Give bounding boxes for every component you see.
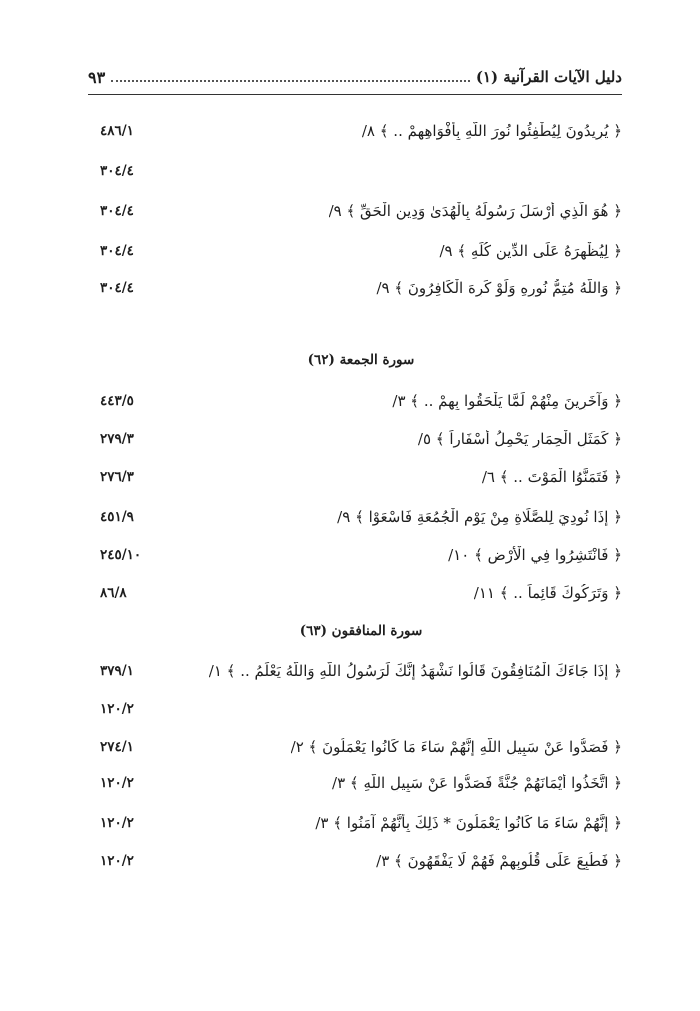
verse-text: ﴿ يُرِيدُونَ لِيُطْفِئُوا نُورَ اللَّهِ بِأَفْوَاهِهِمْ .. ﴾ ٨/ <box>361 122 622 140</box>
dotted-leader <box>111 79 470 82</box>
index-entry <box>100 462 622 492</box>
entry-reference: ٤٤٣/٥ <box>100 393 134 409</box>
index-entry <box>100 656 622 686</box>
verse-text: ﴿ لِيُظْهِرَهُ عَلَى الدِّينِ كُلِّهِ ﴾ ٩/ <box>439 242 622 260</box>
verse-text: ﴿ إِذَا نُودِيَ لِلصَّلَاةِ مِنْ يَوْمِ الْجُمُعَةِ فَاسْعَوْا ﴾ ٩/ <box>337 508 622 526</box>
index-entry <box>100 846 622 876</box>
entry-reference: ١٢٠/٢ <box>100 815 134 831</box>
index-entry <box>100 196 622 226</box>
entry-reference: ٣٠٤/٤ <box>100 243 134 259</box>
entry-reference: ١٢٠/٢ <box>100 701 134 717</box>
verse-text: ﴿ فَطُبِعَ عَلَى قُلُوبِهِمْ فَهُمْ لَا يَفْقَهُونَ ﴾ ٣/ <box>376 852 622 870</box>
verse-text: ﴿ فَصَدُّوا عَنْ سَبِيلِ اللَّهِ إِنَّهُمْ سَاءَ مَا كَانُوا يَعْمَلُونَ ﴾ ٢/ <box>290 738 622 756</box>
entry-reference: ١٢٠/٢ <box>100 853 134 869</box>
page-header <box>88 62 622 92</box>
verse-text: ﴿ هُوَ الَّذِي أَرْسَلَ رَسُولَهُ بِالْهُدَىٰ وَدِينِ الْحَقِّ ﴾ ٩/ <box>328 202 622 220</box>
entry-reference: ٢٤٥/١٠ <box>100 547 142 563</box>
entry-reference: ٣٧٩/١ <box>100 663 134 679</box>
index-entry <box>100 424 622 454</box>
index-entry <box>100 386 622 416</box>
entry-reference: ٤٨٦/١ <box>100 123 134 139</box>
index-entry <box>100 236 622 266</box>
page-title: دليل الآيات القرآنية (١) <box>475 68 622 86</box>
header-divider <box>88 94 622 95</box>
index-entry <box>100 808 622 838</box>
verse-text: ﴿ وَآخَرِينَ مِنْهُمْ لَمَّا يَلْحَقُوا بِهِمْ .. ﴾ ٣/ <box>392 392 622 410</box>
index-entry <box>100 116 622 146</box>
index-entry <box>100 694 622 724</box>
verse-text: ﴿ إِذَا جَاءَكَ الْمُنَافِقُونَ قَالُوا نَشْهَدُ إِنَّكَ لَرَسُولُ اللَّهِ وَاللَّهُ يَعْلَمُ .. ﴾ ١/ <box>208 662 622 680</box>
verse-text: ﴿ وَتَرَكُوكَ قَائِماً .. ﴾ ١١/ <box>473 584 622 602</box>
verse-text: ﴿ اتَّخَذُوا أَيْمَانَهُمْ جُنَّةً فَصَدُّوا عَنْ سَبِيلِ اللَّهِ ﴾ ٣/ <box>332 774 622 792</box>
verse-text: ﴿ وَاللَّهُ مُتِمُّ نُورِهِ وَلَوْ كَرِهَ الْكَافِرُونَ ﴾ ٩/ <box>376 279 622 297</box>
entry-reference: ٣٠٤/٤ <box>100 280 134 296</box>
verse-text: ﴿ فَانْتَشِرُوا فِي الْأَرْضِ ﴾ ١٠/ <box>448 546 622 564</box>
index-entry <box>100 732 622 762</box>
entry-reference: ١٢٠/٢ <box>100 775 134 791</box>
index-entry <box>100 540 622 570</box>
surah-heading: سورة الجمعة (٦٢) <box>307 352 415 368</box>
verse-text: ﴿ إِنَّهُمْ سَاءَ مَا كَانُوا يَعْمَلُونَ * ذَلِكَ بِأَنَّهُمْ آمَنُوا ﴾ ٣/ <box>315 814 622 832</box>
index-entry <box>100 156 622 186</box>
verse-text: ﴿ كَمَثَلِ الْحِمَارِ يَحْمِلُ أَسْفَاراً ﴾ ٥/ <box>417 430 622 448</box>
entry-reference: ٢٧٦/٣ <box>100 469 134 485</box>
entry-reference: ٨٦/٨ <box>100 585 127 601</box>
entry-reference: ٢٧٤/١ <box>100 739 134 755</box>
index-entry <box>100 578 622 608</box>
entry-reference: ٣٠٤/٤ <box>100 203 134 219</box>
verse-text: ﴿ فَتَمَنَّوُا الْمَوْتَ .. ﴾ ٦/ <box>481 468 622 486</box>
index-entry <box>100 273 622 303</box>
index-entry <box>100 768 622 798</box>
entry-reference: ٢٧٩/٣ <box>100 431 134 447</box>
page-number: ٩٣ <box>88 67 106 87</box>
entry-reference: ٣٠٤/٤ <box>100 163 134 179</box>
surah-heading: سورة المنافقون (٦٣) <box>299 623 423 639</box>
index-entry <box>100 502 622 532</box>
entry-reference: ٤٥١/٩ <box>100 509 134 525</box>
